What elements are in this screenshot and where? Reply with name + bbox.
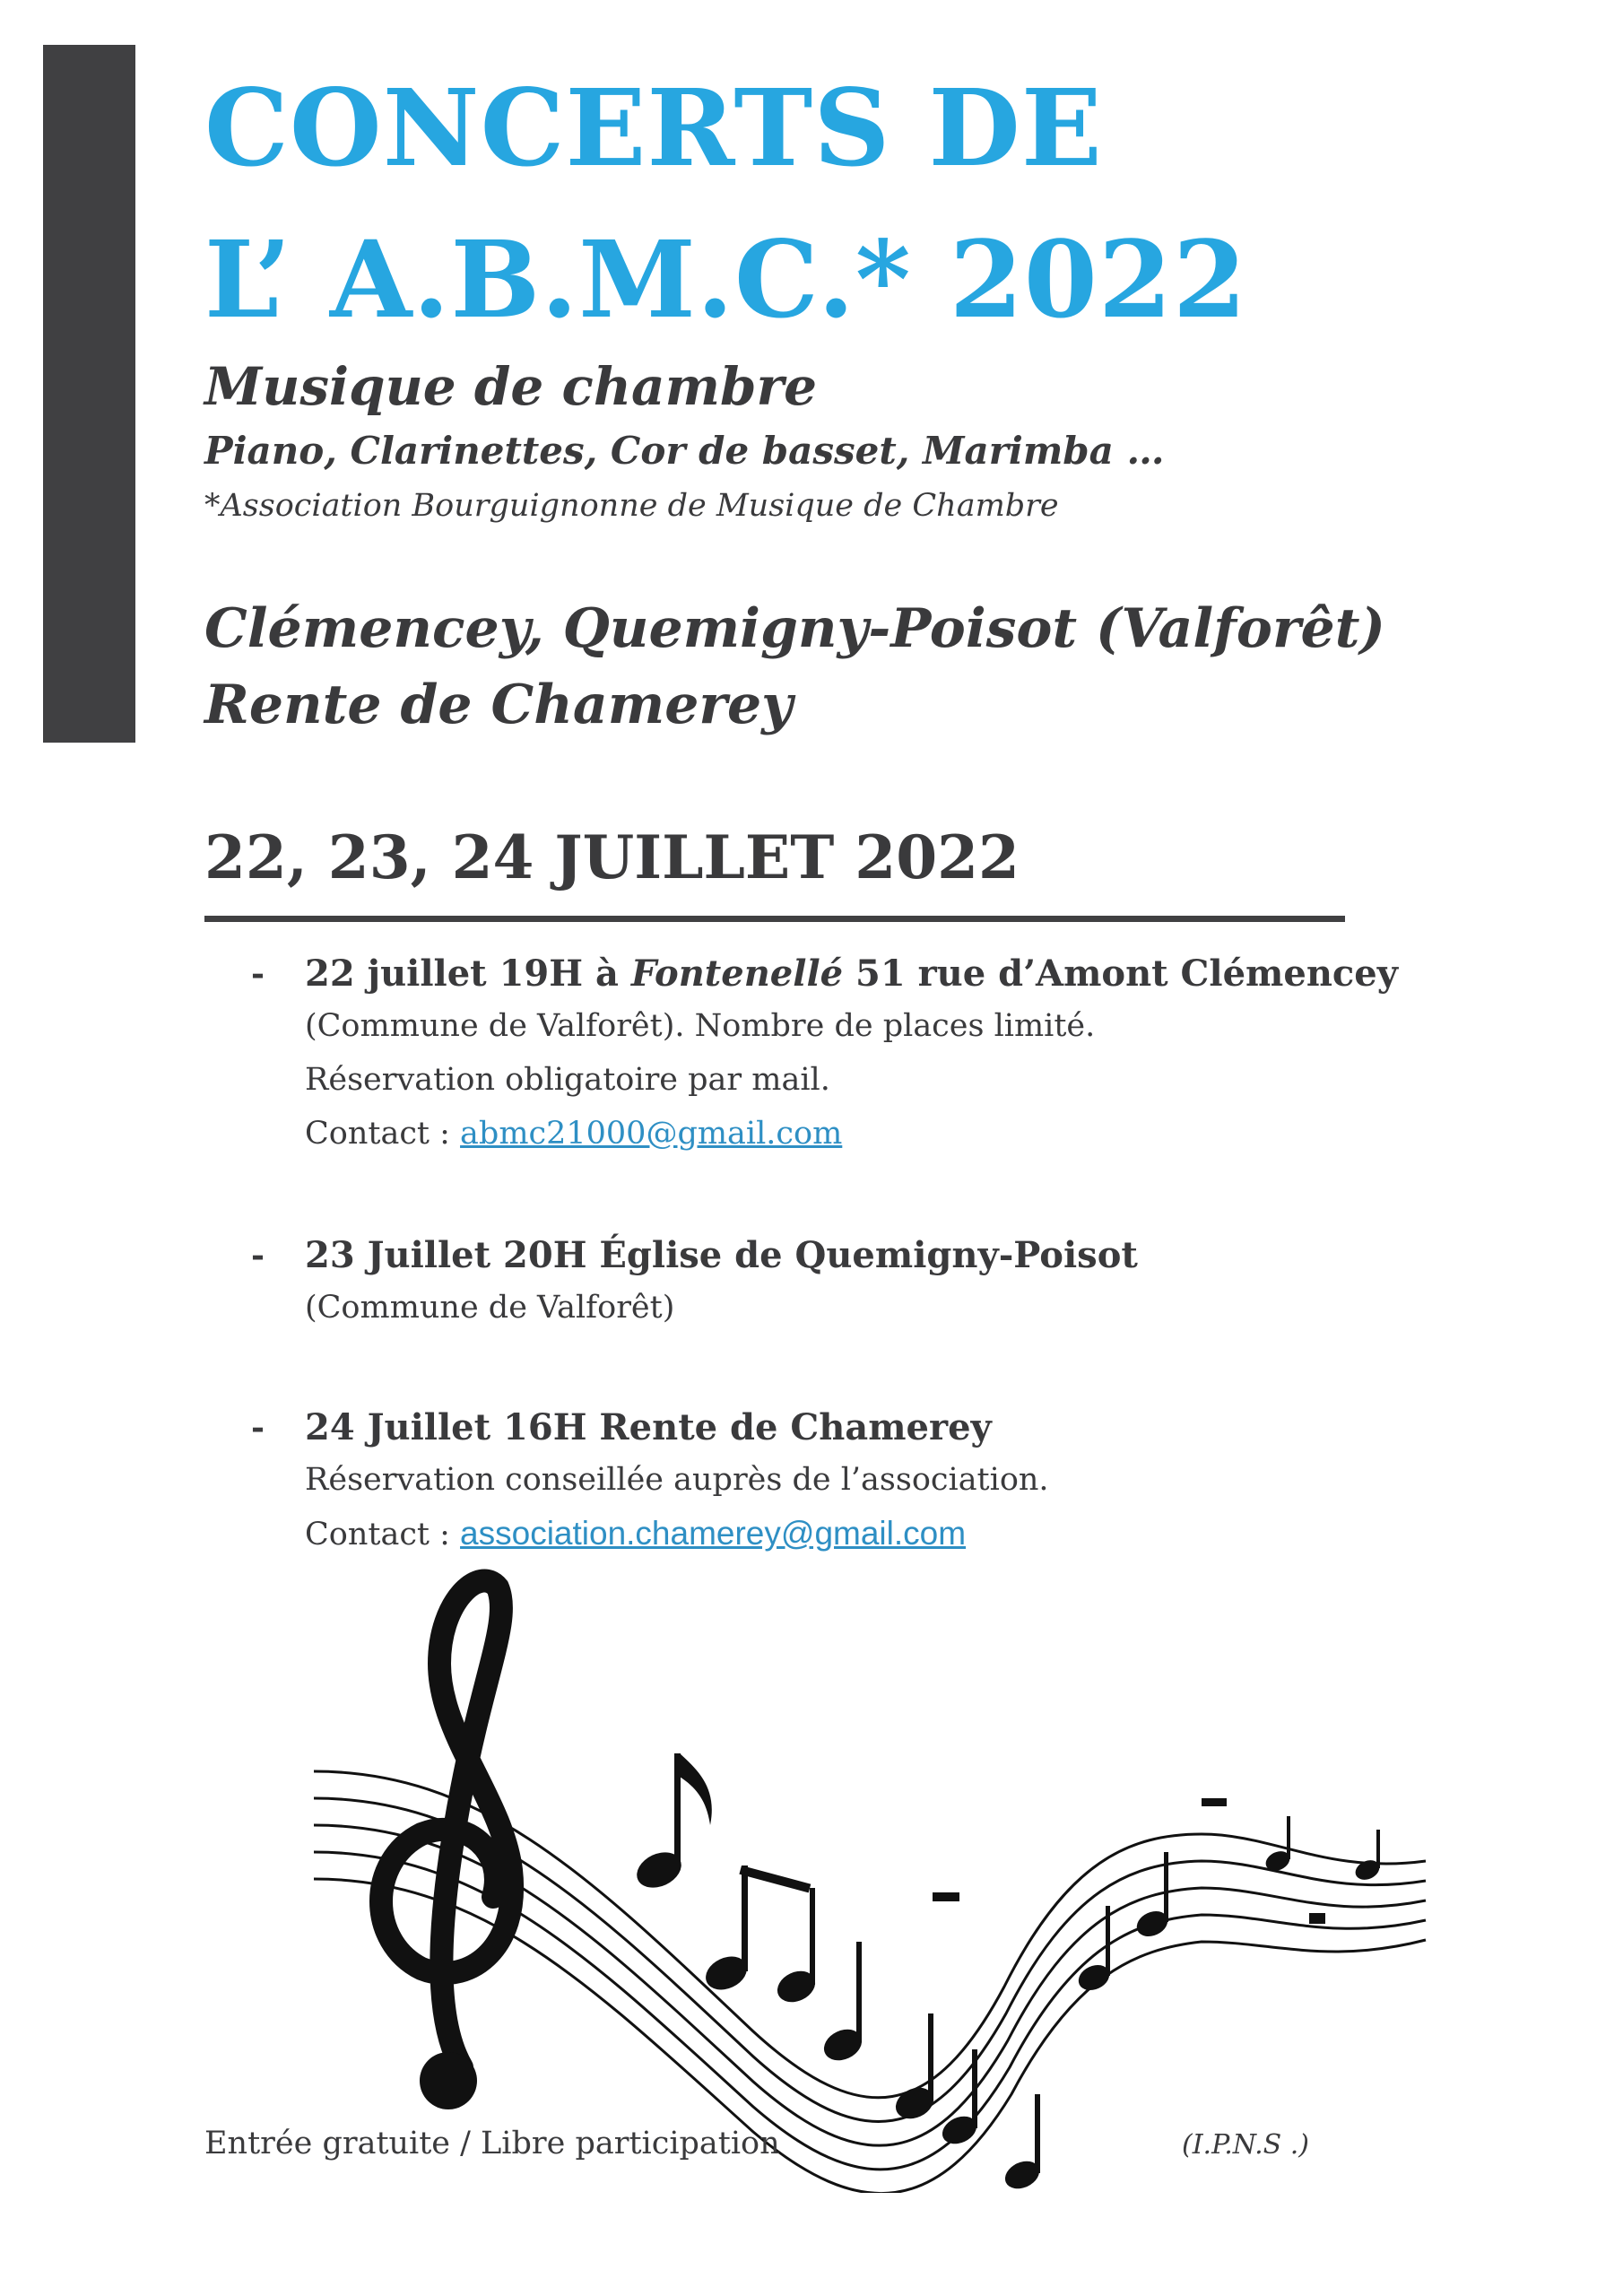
treble-clef-music-staff-icon	[305, 1565, 1444, 2193]
list-dash: -	[251, 1237, 265, 1274]
locations-line-1: Clémencey, Quemigny-Poisot (Valforêt)	[204, 597, 1385, 660]
event-1-email-link[interactable]: abmc21000@gmail.com	[460, 1116, 843, 1152]
event-3-contact	[305, 1512, 966, 1556]
event-3-heading: 24 Juillet 16H Rente de Chamerey	[305, 1406, 992, 1448]
dates-heading: 22, 23, 24 JUILLET 2022	[204, 822, 1020, 892]
contact-label: Contact :	[305, 1517, 461, 1552]
sidebar-decor-bar	[43, 45, 135, 743]
list-dash: -	[251, 955, 265, 993]
association-note: *Association Bourguignonne de Musique de Chambre	[204, 488, 1059, 524]
event-2-commune: (Commune de Valforêt)	[305, 1290, 675, 1326]
event-1-contact	[305, 1112, 842, 1155]
event-1-reservation: Réservation obligatoire par mail.	[305, 1062, 830, 1098]
event-1-commune: (Commune de Valforêt). Nombre de places limité.	[305, 1008, 1096, 1044]
list-dash: -	[251, 1409, 265, 1447]
contact-label: Contact :	[305, 1116, 461, 1152]
event-1-venue-name: Fontenellé	[630, 952, 844, 995]
event-3-email-link[interactable]: association.chamerey@gmail.com	[460, 1515, 967, 1552]
event-1-heading	[305, 949, 1398, 999]
instruments-line: Piano, Clarinettes, Cor de basset, Marimba …	[204, 429, 1165, 473]
subtitle: Musique de chambre	[204, 356, 817, 417]
heading-rule	[204, 916, 1345, 922]
title-line-1: CONCERTS DE	[204, 65, 1103, 190]
footer-admission: Entrée gratuite / Libre participation	[204, 2126, 780, 2161]
event-1-heading-start: 22 juillet 19H à	[305, 952, 631, 995]
event-2-heading: 23 Juillet 20H Église de Quemigny-Poisot	[305, 1234, 1138, 1276]
footer-ipns: (I.P.N.S .)	[1182, 2129, 1309, 2161]
event-1-heading-end: 51 rue d’Amont Clémencey	[843, 952, 1398, 995]
event-3-reservation: Réservation conseillée auprès de l’association.	[305, 1462, 1049, 1498]
locations-line-2: Rente de Chamerey	[204, 674, 794, 736]
title-line-2: L’ A.B.M.C.* 2022	[204, 217, 1248, 342]
